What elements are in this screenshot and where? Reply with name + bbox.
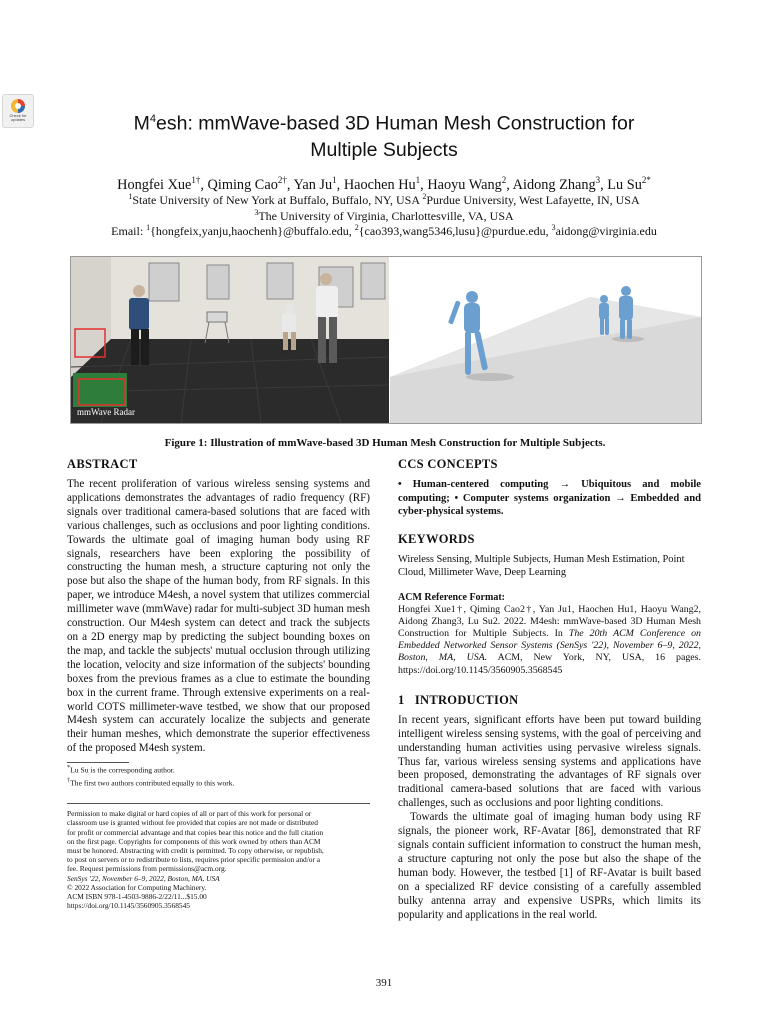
venue-line: SenSys '22, November 6–9, 2022, Boston, MA, USA — [67, 873, 220, 883]
intro-heading: 1 INTRODUCTION — [398, 692, 519, 707]
figure-photo-panel — [71, 257, 389, 423]
check-for-updates-badge[interactable] — [2, 94, 34, 128]
intro-paragraph-2: Towards the ultimate goal of imaging human body using RF signals, the pioneer work, RF-Avatar [86], demonstrated that RF signals contain sufficient information to construct the human mesh, a structure capturing not only the pose but also the shape of the human body. However, the testbed [1] of RF-Avatar is built based on a specialized RF device consisting of a carefully assembled bulky antenna array and expensive USPRs, which limits its popularity and applications in the real world. — [398, 811, 701, 921]
mesh-render-illustration — [390, 257, 701, 423]
badge-label-2: updates — [10, 117, 26, 122]
author-name: Yan Ju$^1$ — [293, 175, 337, 193]
badge-label-1: Check for — [9, 113, 27, 118]
doi-link[interactable]: https://doi.org/10.1145/3560905.3568545 — [67, 901, 190, 911]
permission-notice — [67, 803, 370, 910]
title-line-2: Multiple Subjects — [310, 138, 458, 161]
author-name: Lu $Su^{2*}$ — [607, 175, 651, 193]
permission-line: for profit or commercial advantage and that copies bear this notice and the full citation — [67, 827, 324, 837]
author-name: Qiming Cao$^{2\dagger}$ — [207, 175, 287, 193]
abstract-text: The recent proliferation of various wireless sensing systems and applications demonstrates the advantages of radio frequency (RF) signals over traditional camera-based solutions that are faced with various challenges, such as occlusions and poor lighting conditions. Towards the ultimate goal of imaging human body using RF signals, researchers have been exploring the possibility of constructing the human mesh, a structure capturing not only the pose but also the shape of the human body, from RF signals. In this paper, we introduce M4esh, a novel system that utilizes commercial millimeter wave (mmWave) radar for multi-subject 3D human mesh construction. Our M4esh system can detect and track the subjects on a 2D energy map by predicting the subject bounding boxes on the map, and tackle the subjects' mutual occlusion through utilizing the location, velocity and size information of the subjects' bounding boxes from the previous frames as a clue to estimate the bounding box in the current frame. Through extensive experiments on a real-world COTS millimeter-wave testbed, we show that our proposed M4esh system can accurately localize the subjects and generate their human meshes, which demonstrate the superior effectiveness of the proposed M4esh system. — [67, 478, 370, 755]
left-column — [67, 456, 370, 910]
keywords-heading: KEYWORDS — [398, 531, 475, 546]
author-name: Haoyu Wang$^2$ — [427, 175, 507, 193]
permission-line: Permission to make digital or hard copies of all or part of this work for personal or — [67, 809, 312, 819]
permission-line: fee. Request permissions from permissions@acm.org. — [67, 864, 227, 874]
check-updates-icon — [10, 98, 26, 114]
intro-paragraph-1: In recent years, significant efforts have been put toward building intelligent wireless sensing systems, with the goal of perceiving and understanding human activities using pervasive wireless signals. Thus far, various wireless sensing systems and applications have been proposed, demonstrating the advantages of RF signals over traditional camera-based solutions that are faced with various challenges, such as occlusions and poor lighting conditions. — [398, 713, 701, 810]
permission-line: must be honored. Abstracting with credit is permitted. To copy otherwise, or republish, — [67, 846, 324, 855]
author-list: Hongfei Xue$^{1\dagger}$, Qiming Cao$^{2\dagger}$, Yan Ju$^1$, Haochen Hu$^1$, Haoyu Wang$^2$, Aidong Zhang$^3$, Lu $Su^{2*}$ — [117, 175, 651, 193]
radar-label: mmWave Radar — [77, 407, 136, 417]
copyright-line: © 2022 Association for Computing Machinery. — [67, 882, 207, 892]
ccs-heading: CCS CONCEPTS — [398, 457, 498, 471]
right-column — [398, 456, 701, 922]
abstract-heading: ABSTRACT — [67, 457, 138, 471]
acm-ref-text: Hongfei Xue1†, Qiming Cao2†, Yan Ju1, Haochen Hu1, Haoyu Wang2, Aidong Zhang3, Lu Su2. 2022. M4esh: mmWave-based 3D Human Mesh Construction for Multiple Subjects. In The 20th ACM Conference on Embedded Networked Sensor Systems (SenSys '22), November 6–9, 2022, Boston, MA, USA. ACM, New York, NY, USA, 16 pages. https://doi.org/10.1145/3560905.3568545 — [398, 603, 701, 676]
permission-line: classroom use is granted without fee provided that copies are not made or distributed — [67, 818, 319, 828]
footnote-equal-contribution: †The first two authors contributed equally to this work. — [67, 776, 235, 788]
author-name: Aidong Zhang$^3$ — [512, 175, 601, 193]
room-photo-illustration — [71, 257, 389, 423]
keywords-text: Wireless Sensing, Multiple Subjects, Human Mesh Estimation, Point Cloud, Millimeter Wave, Deep Learning — [398, 553, 685, 579]
affiliation-line-1: $^1$State University of New York at Buffalo, Buffalo, NY, USA $^2$Purdue University, West Lafayette, IN, USA — [128, 192, 640, 207]
author-emails: Email: $^1${hongfeix,yanju,haochenh}@buffalo.edu, $^2${cao393,wang5346,lusu}@purdue.edu, $^3$aidong@virginia.edu — [111, 223, 657, 238]
footnote-corresponding: *Lu Su is the corresponding author. — [67, 764, 175, 775]
author-name: Hongfei Xue$^{1\dagger}$ — [117, 175, 201, 193]
page-number: 391 — [375, 977, 393, 989]
acm-ref-heading: ACM Reference Format: — [398, 591, 505, 603]
ccs-text: • Human-centered computing → Ubiquitous and mobile computing; • Computer systems organization → Embedded and cyber-physical systems. — [398, 479, 701, 518]
isbn-line: ACM ISBN 978-1-4503-9886-2/22/11...$15.00 — [67, 892, 207, 902]
permission-line: to post on servers or to redistribute to lists, requires prior specific permission and/or a — [67, 855, 321, 865]
affiliation-line-2: $^3$The University of Virginia, Charlottesville, VA, USA — [254, 208, 514, 223]
figure-1 — [70, 256, 702, 424]
figure-mesh-panel — [390, 257, 701, 423]
author-name: Haochen Hu$^1$ — [343, 175, 421, 193]
paper-title — [60, 106, 708, 163]
title-line-1: $M^4esh$: mmWave-based 3D Human Mesh Construction for — [133, 112, 635, 135]
figure-caption: Figure 1: Illustration of mmWave-based 3D Human Mesh Construction for Multiple Subjects. — [164, 437, 606, 449]
permission-line: on the first page. Copyrights for components of this work owned by others than ACM — [67, 836, 321, 846]
